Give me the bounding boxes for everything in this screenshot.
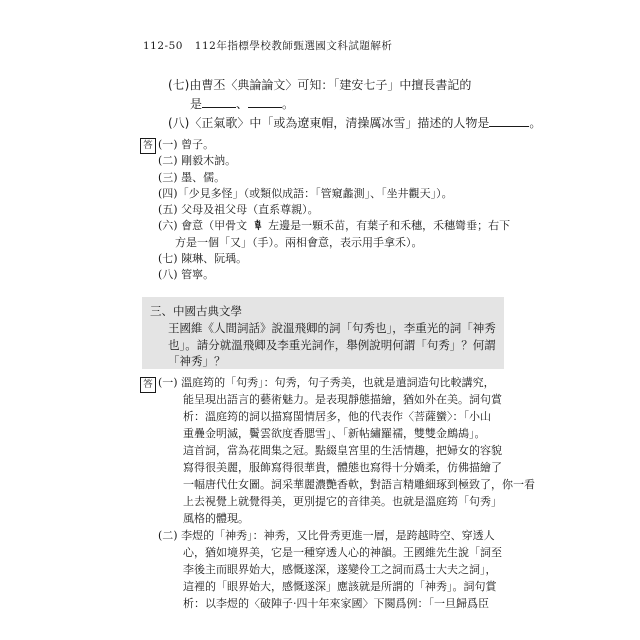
oracle-bone-glyph-icon: 𠦝 [251, 218, 264, 234]
q8-text-b: 。 [529, 116, 542, 130]
answer-line: 析：以李煜的〈破陣子·四十年來家國〉下闋爲例：「一旦歸爲臣 [183, 597, 489, 610]
answer-badge: 答 [140, 138, 156, 154]
answer-item-4: (四)「少見多怪」（或類似成語：「管窺蠡測」、「坐井觀天」）。 [158, 186, 453, 200]
answer-line: (二) 李煜的「神秀」：神秀，又比骨秀更進一層，是跨越時空、穿透人 [158, 529, 495, 542]
answer-paragraph-1 [158, 374, 535, 527]
answer-blank [248, 95, 282, 108]
answer-line: 一幅唐代仕女圖。詞采華麗濃艷香軟，對語言精雕細琢到極致了，你一看 [183, 478, 535, 491]
section-3-title: 三、中國古典文學 [150, 304, 242, 318]
answer-item-5: (五) 父母及祖父母（直系尊親）。 [158, 203, 319, 217]
section-3-question-line: 王國維《人間詞話》說溫飛卿的詞「句秀也」，李重光的詞「神秀 [168, 321, 496, 335]
q8-text-a: (八)〈正氣歌〉中「或為遼東帽，清操厲冰雪」描述的人物是 [168, 116, 490, 130]
page-header [143, 38, 392, 53]
answer-item-6 [158, 218, 511, 251]
section-3-question-line: 也」。請分就溫飛卿及李重光詞作，舉例說明何謂「句秀」？何謂 [168, 337, 496, 352]
q7-text-c: 。 [282, 97, 295, 111]
answer-item-8: (八) 管寧。 [158, 268, 215, 282]
answer-line: 析：溫庭筠的詞以描寫閨情居多，他的代表作〈菩薩蠻〉：「小山 [183, 410, 491, 423]
section-3-question [168, 320, 508, 370]
answer-line: 心，猶如境界美，它是一種穿透人心的神韻。王國維先生說「詞至 [183, 546, 502, 559]
page-number: 112-50 [143, 40, 183, 52]
question-7-line2 [168, 95, 513, 114]
answer-item-6-c: 方是一個「又」（手）。兩相會意，表示用手拿禾）。 [175, 235, 423, 249]
answer-line: (一) 溫庭筠的「句秀」：句秀，句子秀美，也就是遣詞造句比較講究， [158, 376, 495, 389]
answer-line: 上去視覺上就覺得美，更別提它的音律美。也就是溫庭筠「句秀」 [183, 495, 502, 508]
answer-line: 重疊金明滅，鬢雲欲度香腮雪」、「新帖繡羅襦，雙雙金鷓鴣」。 [183, 427, 486, 440]
answer-line: 這裡的「眼界始大，感慨遂深」應該就是所謂的「神秀」。詞句賞 [183, 580, 497, 593]
answer-blank [489, 114, 529, 127]
answer-item-2: (二) 剛毅木訥。 [158, 154, 237, 168]
answer-line: 能呈現出語言的藝術魅力。是表現靜態描繪，猶如外在美。詞句賞 [183, 393, 502, 406]
q7-text-b: 、 [236, 97, 249, 111]
section-3-question-line: 「神秀」？ [168, 354, 226, 368]
question-7-line1: (七)由曹丕〈典論論文〉可知：「建安七子」中擅長書記的 [168, 78, 472, 92]
answer-list [158, 137, 511, 284]
answer-item-6-b: 左邊是一顆禾苗，有葉子和禾穗，禾穗彎垂；右下 [268, 219, 511, 233]
header-title: 112年指標學校教師甄選國文科試題解析 [194, 40, 393, 52]
previous-questions [168, 76, 542, 133]
answer-line: 寫得很美麗，服飾寫得很華貴，體態也寫得十分嬌柔，仿佛描繪了 [183, 461, 502, 474]
answer-item-7: (七) 陳琳、阮瑀。 [158, 252, 248, 266]
answer-item-3: (三) 墨、儒。 [158, 170, 226, 184]
answer-line: 風格的體現。 [183, 512, 249, 525]
section-3-answer [158, 374, 535, 612]
answer-paragraph-2 [158, 527, 503, 612]
answer-line: 這首詞，當為花間集之冠。點綴皇宮里的生活情趣，把婦女的容貌 [183, 444, 502, 457]
answer-item-1: (一) 曾子。 [158, 138, 215, 151]
answer-item-6-a: (六) 會意（甲骨文 [158, 219, 248, 233]
answer-blank [202, 95, 236, 108]
answer-badge: 答 [140, 377, 156, 393]
q7-text-a: 是 [190, 97, 203, 111]
answer-line: 李後主而眼界始大，感慨遂深，遂變伶工之詞而爲士大夫之詞」， [183, 563, 497, 576]
question-8 [168, 114, 542, 133]
